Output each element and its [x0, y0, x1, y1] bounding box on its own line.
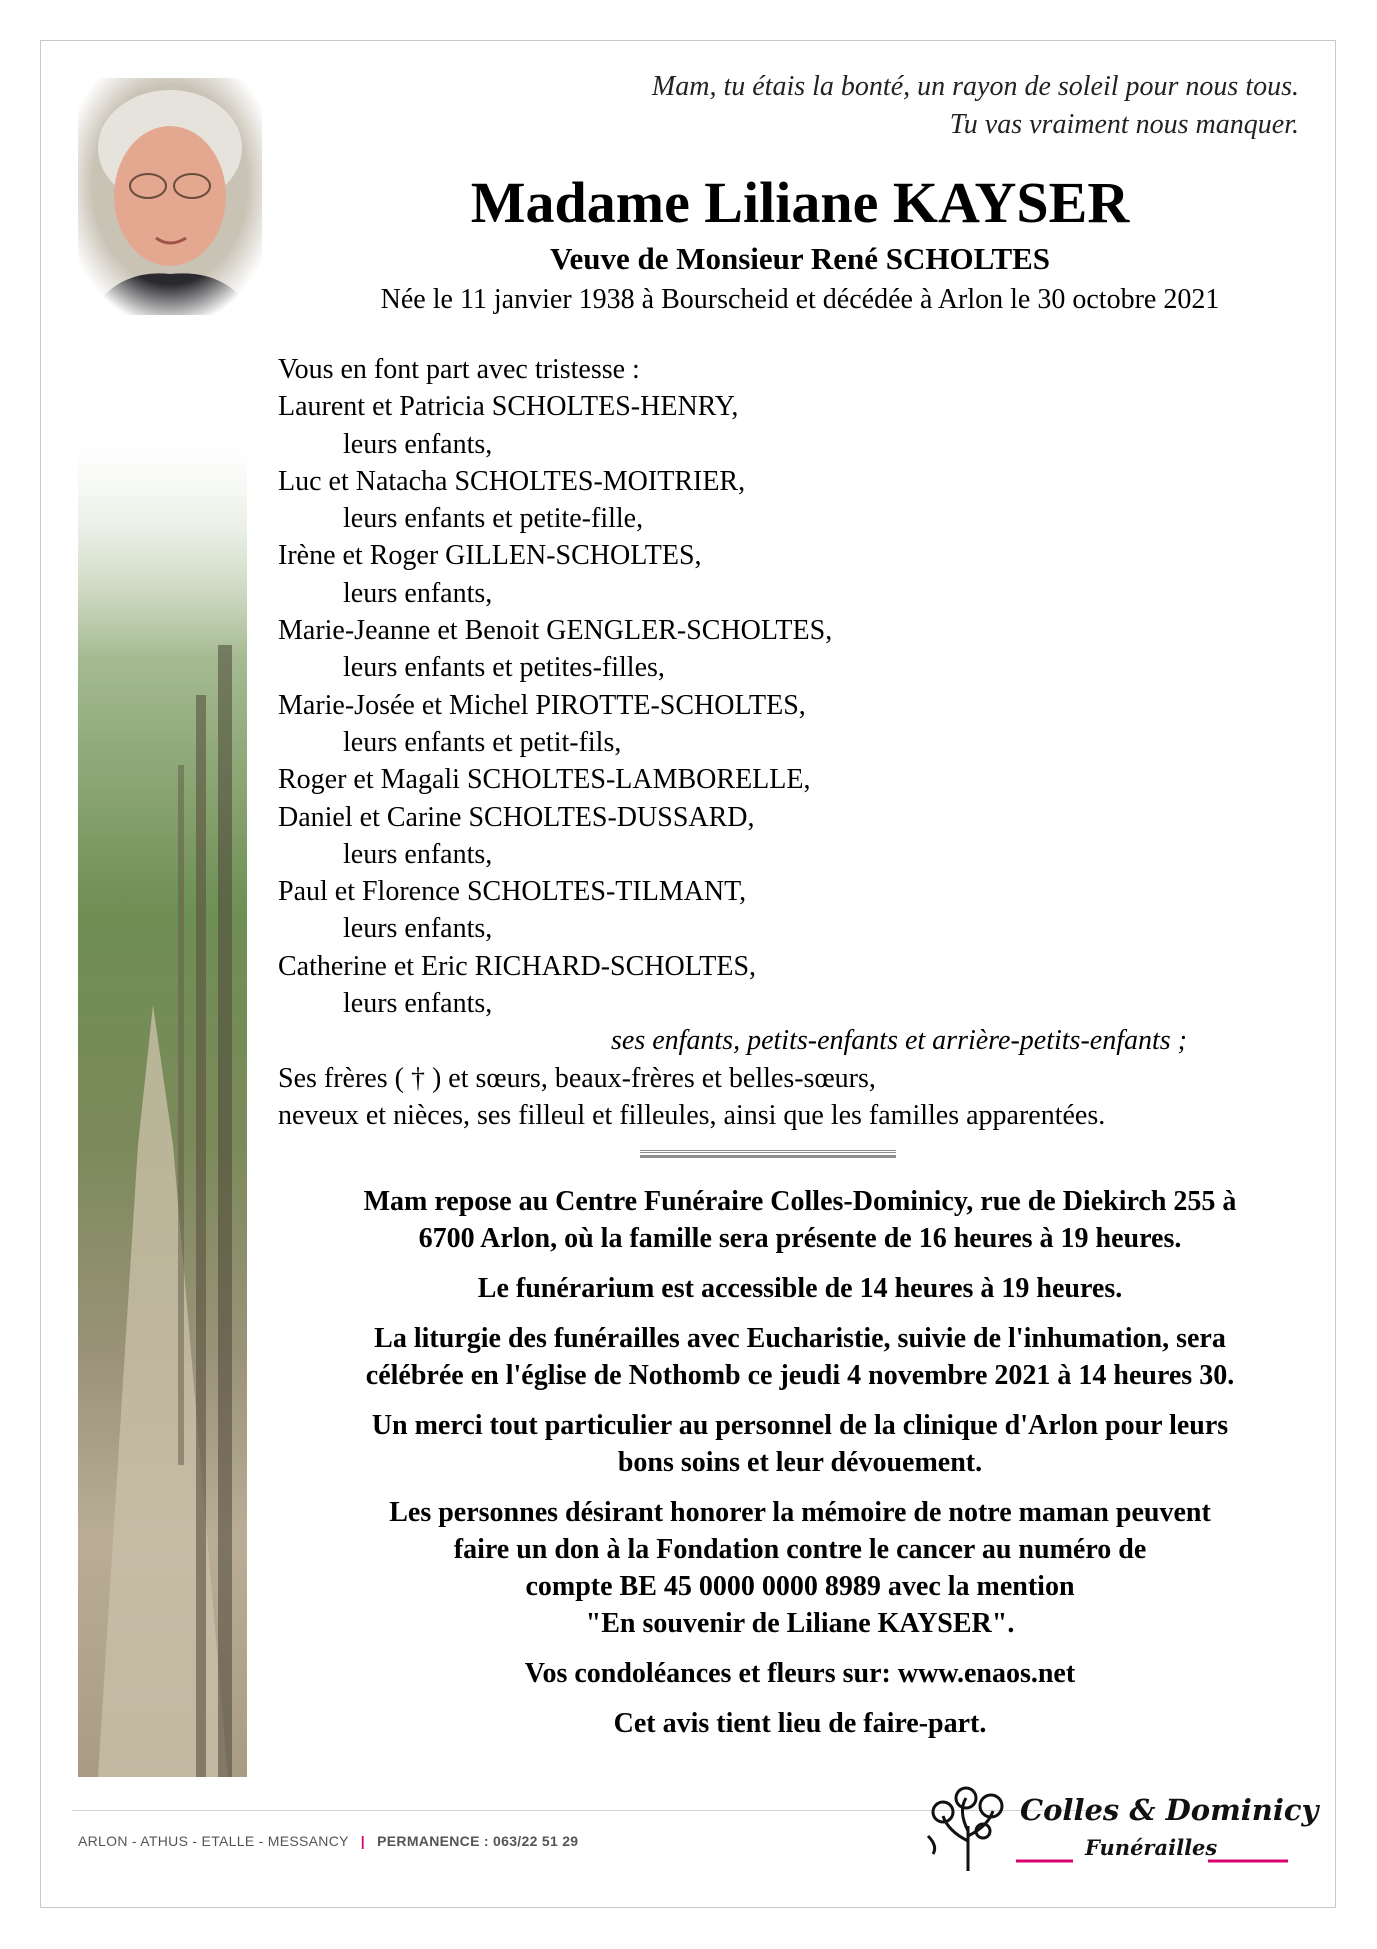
info-paragraph [270, 1494, 1330, 1642]
family-line: leurs enfants et petite-fille, [343, 503, 644, 535]
family-line: Luc et Natacha SCHOLTES-MOITRIER, [278, 465, 746, 497]
footer-permanence: PERMANENCE : 063/22 51 29 [377, 1833, 579, 1849]
info-line: faire un don à la Fondation contre le cancer au numéro de [453, 1534, 1147, 1565]
info-paragraph [270, 1270, 1330, 1307]
family-line: Ses frères ( † ) et sœurs, beaux-frères et belles-sœurs, [278, 1062, 876, 1094]
info-paragraph [270, 1320, 1330, 1394]
info-line: célébrée en l'église de Nothomb ce jeudi 4 novembre 2021 à 14 heures 30. [365, 1360, 1235, 1391]
deceased-name: Madame Liliane KAYSER [470, 170, 1130, 235]
info-paragraph [270, 1407, 1330, 1481]
family-line: Laurent et Patricia SCHOLTES-HENRY, [278, 391, 739, 423]
family-line: Paul et Florence SCHOLTES-TILMANT, [278, 876, 747, 908]
brand-name: Colles & Dominicy [1020, 1793, 1319, 1827]
footer-contact [78, 1833, 578, 1849]
info-line: compte BE 45 0000 0000 8989 avec la mention [525, 1571, 1075, 1602]
info-line: La liturgie des funérailles avec Eucharistie, suivie de l'inhumation, sera [374, 1323, 1226, 1354]
family-line: leurs enfants et petites-filles, [343, 652, 665, 684]
info-line: Le funérarium est accessible de 14 heures à 19 heures. [477, 1273, 1123, 1304]
condolences-link-text: Vos condoléances et fleurs sur: www.enaos.net [524, 1658, 1076, 1689]
family-line: Irène et Roger GILLEN-SCHOLTES, [278, 540, 702, 572]
family-line: leurs enfants et petit-fils, [343, 726, 622, 758]
quote-line-1: Mam, tu étais la bonté, un rayon de soleil pour nous tous. [651, 71, 1299, 102]
funeral-info [270, 1183, 1330, 1755]
info-paragraph [270, 1705, 1330, 1742]
info-line: Cet avis tient lieu de faire-part. [613, 1708, 987, 1739]
footer-locations: ARLON - ATHUS - ETALLE - MESSANCY [78, 1833, 349, 1849]
info-line: Les personnes désirant honorer la mémoire de notre maman peuvent [389, 1497, 1211, 1528]
brand-subtitle: Funérailles [1085, 1835, 1218, 1860]
info-line: Mam repose au Centre Funéraire Colles-Dominicy, rue de Diekirch 255 à [363, 1186, 1237, 1217]
quote-line-2: Tu vas vraiment nous manquer. [949, 109, 1299, 140]
family-line: Marie-Josée et Michel PIROTTE-SCHOLTES, [278, 689, 806, 721]
forest-path-illustration [78, 445, 247, 1777]
family-line: leurs enfants, [343, 838, 493, 870]
forest-path-image [78, 445, 247, 1777]
family-line: leurs enfants, [343, 428, 493, 460]
family-line: ses enfants, petits-enfants et arrière-petits-enfants ; [611, 1025, 1187, 1057]
family-line: leurs enfants, [343, 988, 493, 1020]
family-line: neveux et nièces, ses filleul et filleules, ainsi que les familles apparentées. [278, 1099, 1106, 1131]
separator-line [640, 1150, 896, 1158]
family-line: leurs enfants, [343, 913, 493, 945]
family-intro: Vous en font part avec tristesse : [278, 354, 640, 385]
info-paragraph [270, 1183, 1330, 1257]
portrait-photo [78, 78, 262, 315]
family-line: Catherine et Eric RICHARD-SCHOLTES, [278, 950, 757, 982]
info-line: bons soins et leur dévouement. [617, 1447, 983, 1478]
portrait-illustration [78, 78, 262, 315]
birth-death-dates: Née le 11 janvier 1938 à Bourscheid et décédée à Arlon le 30 octobre 2021 [380, 284, 1220, 315]
footer-separator: | [360, 1833, 365, 1849]
family-line: leurs enfants, [343, 577, 493, 609]
info-line: Un merci tout particulier au personnel de la clinique d'Arlon pour leurs [371, 1410, 1229, 1441]
family-line: Daniel et Carine SCHOLTES-DUSSARD, [278, 801, 755, 833]
family-list [278, 351, 1298, 1134]
info-line: 6700 Arlon, où la famille sera présente de 16 heures à 19 heures. [418, 1223, 1182, 1254]
info-line: "En souvenir de Liliane KAYSER". [585, 1608, 1015, 1639]
family-line: Roger et Magali SCHOLTES-LAMBORELLE, [278, 764, 811, 796]
widow-of: Veuve de Monsieur René SCHOLTES [549, 241, 1051, 276]
info-paragraph [270, 1655, 1330, 1692]
family-line: Marie-Jeanne et Benoit GENGLER-SCHOLTES, [278, 615, 833, 647]
quote [499, 68, 1299, 144]
